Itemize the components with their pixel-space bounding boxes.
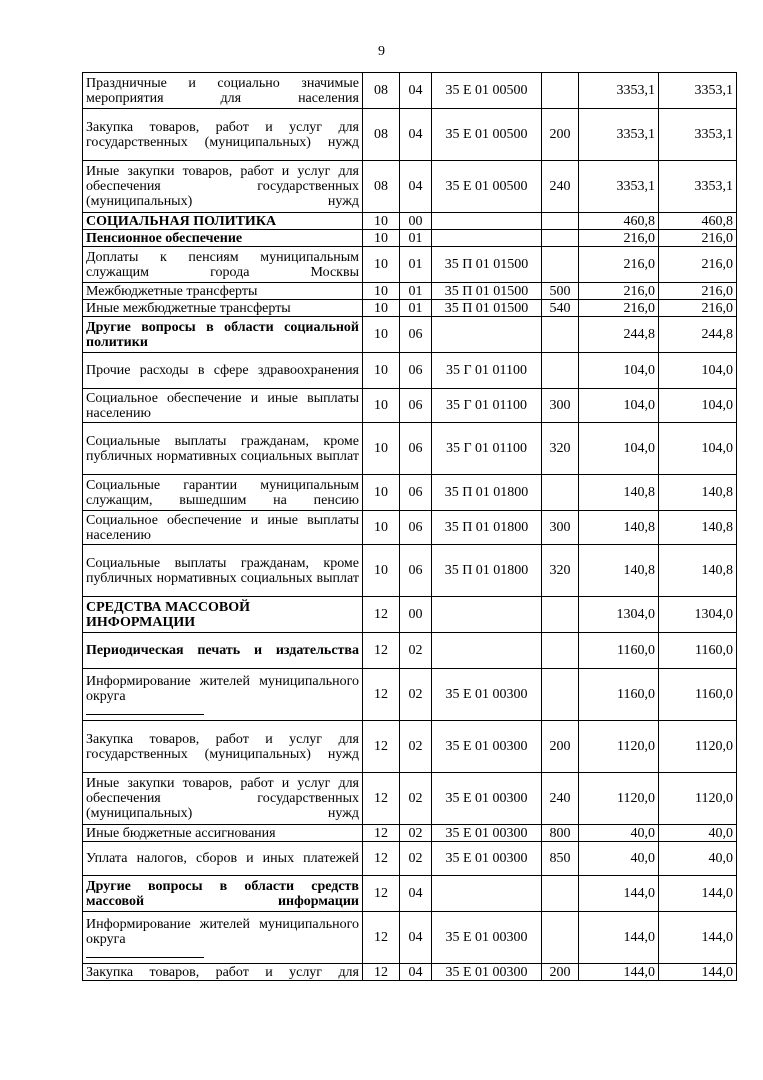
amount-year-1: 104,0: [579, 423, 659, 475]
expense-type-code: 320: [542, 423, 579, 475]
expense-type-code: [542, 213, 579, 230]
table-row: [83, 423, 737, 475]
row-name-text: Социальное обеспечение и иные выплаты населению: [86, 390, 359, 421]
row-name-text: Другие вопросы в области средств массовой информации: [86, 878, 359, 909]
subsection-code: 01: [400, 300, 432, 317]
row-name-text: Иные закупки товаров, работ и услуг для обеспечения государственных (муниципальных) нужд: [86, 164, 359, 209]
amount-year-2: 104,0: [659, 389, 737, 423]
amount-year-1: 104,0: [579, 353, 659, 389]
table-row: [83, 73, 737, 109]
amount-year-1: 460,8: [579, 213, 659, 230]
table-row: [83, 230, 737, 247]
amount-year-2: 216,0: [659, 247, 737, 283]
target-article-code: 35 П 01 01500: [432, 247, 542, 283]
row-name-text: Закупка товаров, работ и услуг для государственных (муниципальных) нужд: [86, 119, 359, 150]
row-name-text: Социальные выплаты гражданам, кроме публичных нормативных социальных выплат: [86, 555, 359, 586]
row-name-text: Информирование жителей муниципального округа: [86, 917, 359, 947]
row-name-text: Праздничные и социально значимые мероприятия для населения: [86, 75, 359, 106]
amount-year-1: 40,0: [579, 825, 659, 842]
row-name: [83, 511, 363, 545]
target-article-code: 35 Е 01 00500: [432, 109, 542, 161]
expense-type-code: [542, 876, 579, 912]
target-article-code: 35 П 01 01500: [432, 283, 542, 300]
amount-year-1: 3353,1: [579, 73, 659, 109]
amount-year-2: 140,8: [659, 545, 737, 597]
table-row: [83, 721, 737, 773]
amount-year-2: 3353,1: [659, 161, 737, 213]
table-row: [83, 300, 737, 317]
row-name: [83, 73, 363, 109]
amount-year-1: 216,0: [579, 300, 659, 317]
table-row: [83, 597, 737, 633]
section-code: 12: [363, 721, 400, 773]
expense-type-code: 200: [542, 964, 579, 981]
target-article-code: [432, 633, 542, 669]
table-row: [83, 475, 737, 511]
section-code: 10: [363, 247, 400, 283]
expense-type-code: 540: [542, 300, 579, 317]
expense-type-code: [542, 669, 579, 721]
amount-year-1: 3353,1: [579, 161, 659, 213]
amount-year-2: 216,0: [659, 300, 737, 317]
row-name: [83, 423, 363, 475]
amount-year-1: 140,8: [579, 511, 659, 545]
section-code: 12: [363, 825, 400, 842]
section-code: 12: [363, 876, 400, 912]
row-name: [83, 876, 363, 912]
amount-year-2: 460,8: [659, 213, 737, 230]
amount-year-2: 140,8: [659, 475, 737, 511]
amount-year-1: 1120,0: [579, 773, 659, 825]
amount-year-2: 216,0: [659, 230, 737, 247]
amount-year-2: 140,8: [659, 511, 737, 545]
underline-rule: [86, 947, 204, 958]
row-name-text: СОЦИАЛЬНАЯ ПОЛИТИКА: [86, 213, 277, 229]
subsection-code: 06: [400, 353, 432, 389]
target-article-code: 35 Г 01 01100: [432, 423, 542, 475]
section-code: 10: [363, 353, 400, 389]
table-row: [83, 912, 737, 964]
row-name: [83, 109, 363, 161]
row-name: [83, 247, 363, 283]
table-row: [83, 353, 737, 389]
row-name: [83, 545, 363, 597]
row-name-text: СРЕДСТВА МАССОВОЙ ИНФОРМАЦИИ: [86, 599, 251, 630]
row-name-text: Информирование жителей муниципального округа: [86, 674, 359, 704]
table-row: [83, 317, 737, 353]
section-code: 08: [363, 73, 400, 109]
amount-year-2: 144,0: [659, 964, 737, 981]
table-row: [83, 283, 737, 300]
amount-year-1: 40,0: [579, 842, 659, 876]
table-row: [83, 842, 737, 876]
section-code: 12: [363, 633, 400, 669]
subsection-code: 04: [400, 964, 432, 981]
row-name: [83, 213, 363, 230]
row-name: [83, 597, 363, 633]
table-row: [83, 773, 737, 825]
amount-year-2: 1304,0: [659, 597, 737, 633]
row-name: [83, 300, 363, 317]
section-code: 12: [363, 842, 400, 876]
amount-year-2: 216,0: [659, 283, 737, 300]
amount-year-1: 1160,0: [579, 633, 659, 669]
expense-type-code: 320: [542, 545, 579, 597]
amount-year-1: 144,0: [579, 964, 659, 981]
section-code: 12: [363, 597, 400, 633]
subsection-code: 01: [400, 230, 432, 247]
expense-type-code: 240: [542, 773, 579, 825]
section-code: 08: [363, 109, 400, 161]
table-row: [83, 213, 737, 230]
row-name-text: Социальные гарантии муниципальным служащим, вышедшим на пенсию: [86, 477, 359, 508]
expense-type-code: [542, 230, 579, 247]
target-article-code: 35 Е 01 00300: [432, 669, 542, 721]
section-code: 10: [363, 475, 400, 511]
table-row: [83, 109, 737, 161]
amount-year-2: 244,8: [659, 317, 737, 353]
expense-type-code: 850: [542, 842, 579, 876]
amount-year-2: 1120,0: [659, 773, 737, 825]
expense-type-code: [542, 475, 579, 511]
amount-year-1: 1160,0: [579, 669, 659, 721]
row-name-text: Иные бюджетные ассигнования: [86, 825, 276, 841]
table-row: [83, 633, 737, 669]
subsection-code: 04: [400, 876, 432, 912]
section-code: 10: [363, 545, 400, 597]
subsection-code: 00: [400, 597, 432, 633]
subsection-code: 06: [400, 317, 432, 353]
target-article-code: 35 Е 01 00300: [432, 825, 542, 842]
row-name-text: Иные закупки товаров, работ и услуг для обеспечения государственных (муниципальных) нужд: [86, 776, 359, 821]
expense-type-code: [542, 633, 579, 669]
amount-year-2: 1120,0: [659, 721, 737, 773]
section-code: 12: [363, 773, 400, 825]
amount-year-2: 144,0: [659, 912, 737, 964]
section-code: 10: [363, 213, 400, 230]
amount-year-1: 216,0: [579, 230, 659, 247]
target-article-code: 35 П 01 01800: [432, 475, 542, 511]
expense-type-code: 300: [542, 511, 579, 545]
section-code: 10: [363, 230, 400, 247]
amount-year-2: 144,0: [659, 876, 737, 912]
target-article-code: [432, 597, 542, 633]
subsection-code: 04: [400, 73, 432, 109]
row-name-text: Периодическая печать и издательства: [86, 643, 359, 658]
amount-year-2: 40,0: [659, 842, 737, 876]
amount-year-1: 1120,0: [579, 721, 659, 773]
amount-year-2: 3353,1: [659, 109, 737, 161]
amount-year-1: 216,0: [579, 283, 659, 300]
expense-type-code: 240: [542, 161, 579, 213]
row-name: [83, 389, 363, 423]
subsection-code: 02: [400, 842, 432, 876]
amount-year-1: 1304,0: [579, 597, 659, 633]
section-code: 10: [363, 283, 400, 300]
amount-year-1: 104,0: [579, 389, 659, 423]
amount-year-2: 1160,0: [659, 633, 737, 669]
amount-year-1: 3353,1: [579, 109, 659, 161]
subsection-code: 01: [400, 283, 432, 300]
row-name-text: Пенсионное обеспечение: [86, 230, 243, 246]
target-article-code: [432, 876, 542, 912]
subsection-code: 06: [400, 389, 432, 423]
row-name-text: Другие вопросы в области социальной политики: [86, 319, 359, 350]
amount-year-2: 40,0: [659, 825, 737, 842]
table-row: [83, 669, 737, 721]
page-number: 9: [378, 44, 385, 59]
subsection-code: 06: [400, 423, 432, 475]
row-name: [83, 230, 363, 247]
section-code: 08: [363, 161, 400, 213]
section-code: 10: [363, 511, 400, 545]
expense-type-code: 500: [542, 283, 579, 300]
target-article-code: 35 Г 01 01100: [432, 353, 542, 389]
row-name-text: Уплата налогов, сборов и иных платежей: [86, 851, 359, 866]
amount-year-2: 104,0: [659, 353, 737, 389]
underline-rule: [86, 704, 204, 715]
row-name-text: Закупка товаров, работ и услуг для государственных (муниципальных) нужд: [86, 731, 359, 762]
expense-type-code: 200: [542, 721, 579, 773]
row-name: [83, 721, 363, 773]
target-article-code: 35 Е 01 00500: [432, 73, 542, 109]
section-code: 10: [363, 389, 400, 423]
amount-year-1: 140,8: [579, 475, 659, 511]
subsection-code: 04: [400, 912, 432, 964]
row-name-text: Закупка товаров, работ и услуг для: [86, 964, 359, 980]
subsection-code: 04: [400, 109, 432, 161]
row-name-text: Социальное обеспечение и иные выплаты населению: [86, 512, 359, 543]
expense-type-code: 200: [542, 109, 579, 161]
amount-year-2: 3353,1: [659, 73, 737, 109]
expense-type-code: [542, 73, 579, 109]
target-article-code: 35 Е 01 00300: [432, 842, 542, 876]
row-name: [83, 912, 363, 964]
amount-year-2: 104,0: [659, 423, 737, 475]
target-article-code: 35 Е 01 00300: [432, 773, 542, 825]
amount-year-1: 144,0: [579, 912, 659, 964]
section-code: 12: [363, 669, 400, 721]
section-code: 10: [363, 317, 400, 353]
table-row: [83, 825, 737, 842]
expense-type-code: 300: [542, 389, 579, 423]
subsection-code: 00: [400, 213, 432, 230]
expense-type-code: 800: [542, 825, 579, 842]
table-row: [83, 161, 737, 213]
row-name: [83, 161, 363, 213]
expense-type-code: [542, 912, 579, 964]
target-article-code: 35 Е 01 00500: [432, 161, 542, 213]
subsection-code: 06: [400, 475, 432, 511]
row-name: [83, 283, 363, 300]
row-name: [83, 669, 363, 721]
section-code: 10: [363, 423, 400, 475]
row-name-text: Прочие расходы в сфере здравоохранения: [86, 363, 359, 378]
target-article-code: 35 П 01 01500: [432, 300, 542, 317]
amount-year-1: 140,8: [579, 545, 659, 597]
table-row: [83, 545, 737, 597]
row-name: [83, 633, 363, 669]
expense-type-code: [542, 353, 579, 389]
subsection-code: 02: [400, 633, 432, 669]
table-row: [83, 247, 737, 283]
table-row: [83, 511, 737, 545]
subsection-code: 02: [400, 669, 432, 721]
table-row: [83, 964, 737, 981]
target-article-code: 35 П 01 01800: [432, 545, 542, 597]
section-code: 10: [363, 300, 400, 317]
row-name: [83, 825, 363, 842]
target-article-code: [432, 317, 542, 353]
amount-year-1: 144,0: [579, 876, 659, 912]
row-name: [83, 842, 363, 876]
row-name-text: Межбюджетные трансферты: [86, 283, 258, 299]
subsection-code: 02: [400, 773, 432, 825]
section-code: 12: [363, 964, 400, 981]
subsection-code: 06: [400, 511, 432, 545]
expense-type-code: [542, 597, 579, 633]
expense-type-code: [542, 317, 579, 353]
row-name: [83, 475, 363, 511]
subsection-code: 06: [400, 545, 432, 597]
target-article-code: [432, 213, 542, 230]
amount-year-1: 244,8: [579, 317, 659, 353]
expense-type-code: [542, 247, 579, 283]
section-code: 12: [363, 912, 400, 964]
target-article-code: 35 Е 01 00300: [432, 721, 542, 773]
budget-table: [82, 72, 737, 981]
row-name-text: Доплаты к пенсиям муниципальным служащим города Москвы: [86, 249, 359, 280]
row-name: [83, 353, 363, 389]
target-article-code: 35 П 01 01800: [432, 511, 542, 545]
amount-year-2: 1160,0: [659, 669, 737, 721]
target-article-code: 35 Е 01 00300: [432, 912, 542, 964]
row-name: [83, 964, 363, 981]
amount-year-1: 216,0: [579, 247, 659, 283]
table-row: [83, 876, 737, 912]
budget-table-body: [83, 73, 737, 981]
target-article-code: 35 Г 01 01100: [432, 389, 542, 423]
target-article-code: 35 Е 01 00300: [432, 964, 542, 981]
row-name: [83, 317, 363, 353]
target-article-code: [432, 230, 542, 247]
subsection-code: 01: [400, 247, 432, 283]
subsection-code: 04: [400, 161, 432, 213]
row-name-text: Социальные выплаты гражданам, кроме публичных нормативных социальных выплат: [86, 433, 359, 464]
subsection-code: 02: [400, 721, 432, 773]
row-name: [83, 773, 363, 825]
subsection-code: 02: [400, 825, 432, 842]
table-row: [83, 389, 737, 423]
row-name-text: Иные межбюджетные трансферты: [86, 300, 291, 316]
